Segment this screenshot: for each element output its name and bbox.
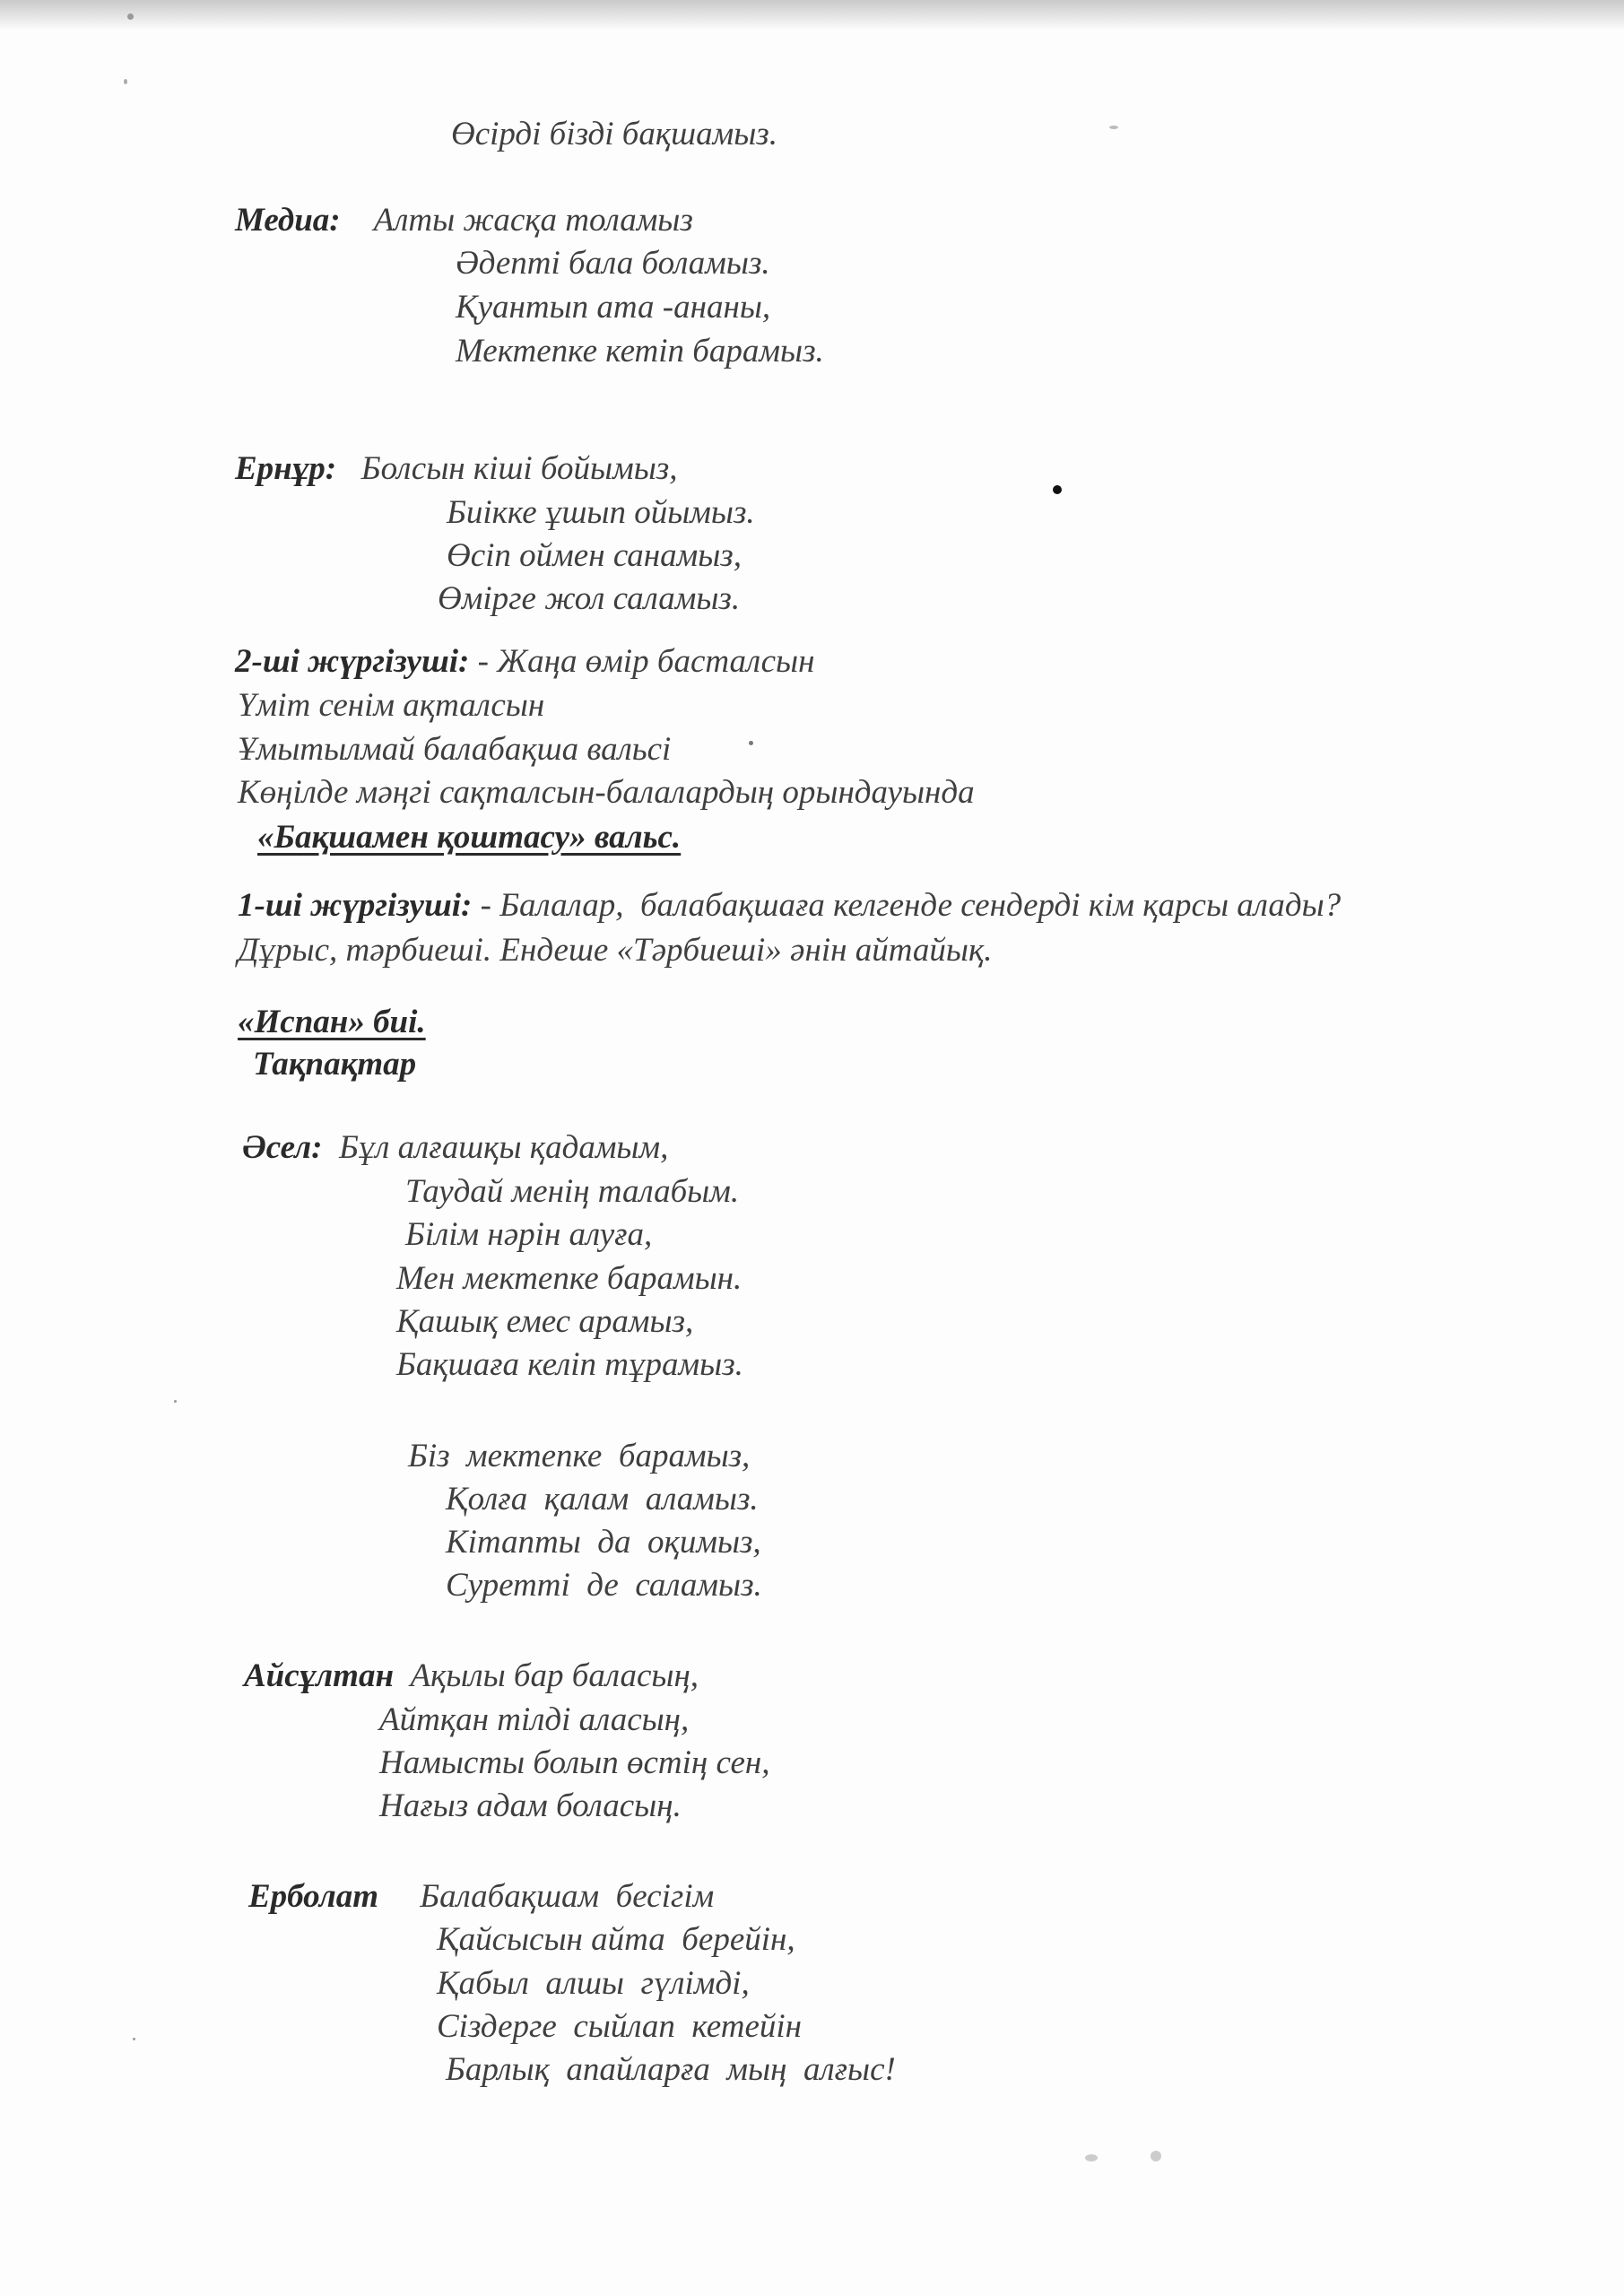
verse-line: Суретті де саламыз. (446, 1567, 762, 1604)
speaker-label: Әсел: (242, 1129, 323, 1166)
verse-line: 1-ші жүргізуші: - Балалар, балабақшаға келгенде сендерді кім қарсы алады? (238, 887, 1342, 924)
verse-line: Көңілде мәңгі сақталсын-балалардың орындауында (238, 774, 975, 811)
verse-line: Кітапты да оқимыз, (446, 1524, 761, 1561)
verse-line: Өмірге жол саламыз. (438, 580, 741, 617)
scan-speck (1053, 485, 1062, 494)
verse-line: Дұрыс, тәрбиеші. Ендеше «Тәрбиеші» әнін айтайық. (238, 932, 993, 969)
speaker-label: Медиа: (235, 202, 341, 239)
scan-speck (124, 79, 127, 84)
verse-line: Сіздерге сыйлап кетейін (437, 2008, 803, 2045)
verse-line: Айтқан тілді аласың, (379, 1701, 690, 1738)
scan-speck (127, 13, 134, 20)
speaker-label: 1-ші жүргізуші: (238, 887, 473, 924)
verse-line: 2-ші жүргізуші: - Жаңа өмір басталсын (235, 643, 815, 680)
section-title: «Испан» биі. (238, 1004, 426, 1040)
scan-speck (1151, 2151, 1161, 2161)
verse-line: Биікке ұшып ойымыз. (447, 494, 755, 531)
scan-speck (1109, 126, 1118, 129)
verse-line: Мектепке кетіп барамыз. (456, 333, 824, 370)
verse-line: Медиа: Алты жасқа толамыз (235, 202, 693, 239)
scan-shadow (0, 0, 1624, 30)
scan-speck (749, 741, 753, 745)
verse-line: Қолға қалам аламыз. (446, 1481, 759, 1518)
verse-line: Барлық апайларға мың алғыс! (446, 2051, 896, 2088)
verse-line: Нағыз адам боласың. (379, 1787, 682, 1824)
speaker-label: Айсұлтан (244, 1657, 394, 1694)
verse-line: Үміт сенім ақталсын (238, 687, 545, 724)
verse-line: Білім нәрін алуға, (405, 1216, 653, 1253)
section-heading: Тақпақтар (253, 1046, 417, 1083)
verse-line: Бақшаға келіп тұрамыз. (396, 1346, 743, 1383)
scan-speck (174, 1400, 177, 1403)
verse-line: Ұмытылмай балабақша вальсі (238, 731, 672, 768)
verse-line: Намысты болып өстің сен, (379, 1744, 770, 1781)
speaker-label: Ернұр: (235, 450, 337, 487)
verse-line: Қашық емес арамыз, (396, 1303, 694, 1340)
verse-line: Мен мектепке барамын. (396, 1260, 743, 1297)
scan-speck (133, 2038, 135, 2040)
section-title: «Бақшамен қоштасу» вальс. (257, 819, 682, 856)
verse-line: Қуантып ата -ананы, (456, 289, 771, 326)
speaker-label: Ерболат (248, 1878, 379, 1915)
verse-line: Қайсысын айта берейін, (437, 1921, 795, 1958)
verse-line: Қабыл алшы гүлімді, (437, 1965, 750, 2002)
speaker-label: 2-ші жүргізуші: (235, 643, 470, 680)
verse-line: Ернұр: Болсын кіші бойымыз, (235, 450, 678, 487)
verse-line: Ерболат Балабақшам бесігім (248, 1878, 715, 1915)
verse-line: Өсірді бізді бақшамыз. (451, 116, 777, 152)
verse-line: Таудай менің талабым. (405, 1173, 740, 1210)
verse-line: Әсел: Бұл алғашқы қадамым, (242, 1129, 669, 1166)
scan-speck (1085, 2154, 1098, 2161)
verse-line: Өсіп оймен санамыз, (447, 537, 742, 574)
verse-line: Біз мектепке барамыз, (408, 1438, 751, 1474)
verse-line: Айсұлтан Ақылы бар баласың, (244, 1657, 699, 1694)
verse-line: Әдепті бала боламыз. (456, 245, 770, 282)
